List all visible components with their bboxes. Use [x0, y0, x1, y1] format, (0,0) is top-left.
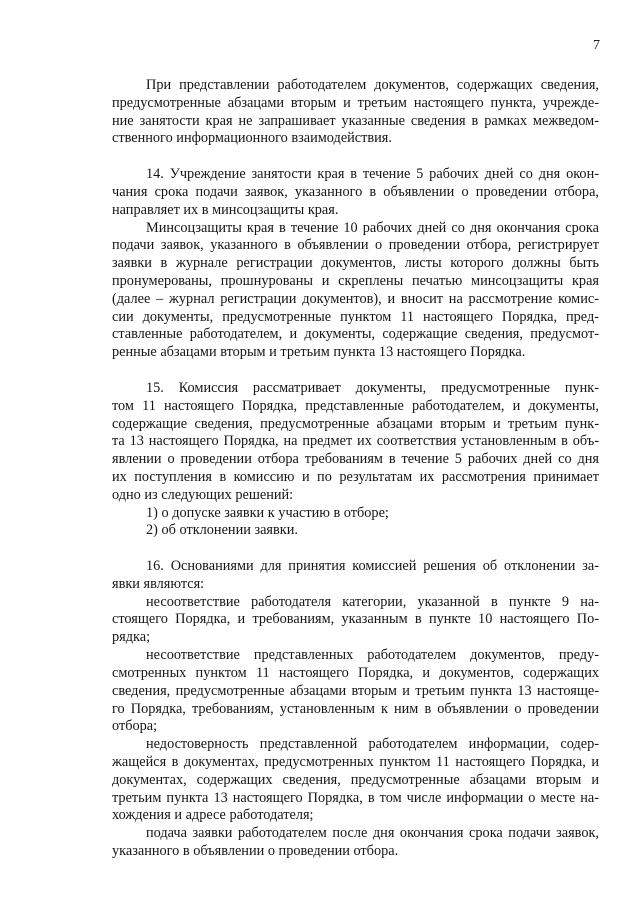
text-line: несоответствие представленных работодателем документов, преду-: [146, 647, 599, 663]
text-line: стоящего Порядка, и требованиям, указанным в пункте 10 настоящего По-: [112, 611, 599, 628]
text-line: одно из следующих решений:: [112, 486, 294, 503]
text-line: ренные абзацами вторым и третьим пункта 13 настоящего Порядка.: [112, 344, 526, 361]
text-line: При представлении работодателем документов, содержащих сведения,: [146, 77, 599, 93]
text-line: ственного информационного взаимодействия.: [112, 130, 392, 147]
text-line: сии документы, предусмотренные пунктом 11 настоящего Порядка, пред-: [112, 308, 599, 325]
text-line: документах, содержащих сведения, предусмотренные абзацами вторым и: [112, 771, 599, 788]
text-line: 14. Учреждение занятости края в течение 5 рабочих дней со дня окон-: [146, 166, 599, 183]
text-line: 1) о допуске заявки к участию в отборе;: [146, 504, 389, 521]
text-line: содержащие сведения, предусмотренные абзацами вторым и третьим пунк-: [112, 415, 599, 432]
text-line: пронумерованы, прошнурованы и скреплены печатью минсоцзащиты края: [112, 273, 599, 289]
text-line: ние занятости края не запрашивает указанные сведения в рамках межведом-: [112, 112, 599, 129]
text-line: явки являются:: [112, 575, 205, 592]
text-line: явлении о проведении отбора требованиям в течение 5 рабочих дней со дня: [112, 451, 599, 468]
text-line: та 13 настоящего Порядка, на предмет их соответствия установленным в объ-: [112, 433, 599, 450]
text-line: го Порядка, требованиям, установленным к ним в объявлении о проведении: [112, 700, 599, 717]
text-line: подачи заявок, указанного в объявлении о проведении отбора, регистрирует: [112, 237, 599, 254]
text-line: их поступления в комиссию и по результатам их рассмотрения принимает: [112, 468, 599, 485]
text-line: направляет их в минсоцзащиты края.: [112, 201, 339, 218]
text-line: третьим пункта 13 настоящего Порядка, в том числе информации о месте на-: [112, 789, 599, 806]
text-line: ставленные работодателем, и документы, содержащие сведения, предусмот-: [112, 326, 599, 343]
text-line: заявки в журнале регистрации документов, листы которого должны быть: [112, 255, 599, 272]
text-line: предусмотренные абзацами вторым и третьим настоящего пункта, учрежде-: [112, 94, 599, 111]
text-line: том 11 настоящего Порядка, представленные работодателем, и документы,: [112, 397, 599, 414]
text-line: 16. Основаниями для принятия комиссией решения об отклонении за-: [146, 558, 599, 574]
text-line: Минсоцзащиты края в течение 10 рабочих дней со дня окончания срока: [146, 219, 599, 236]
text-line: жащейся в документах, предусмотренных пунктом 11 настоящего Порядка, и: [112, 753, 599, 770]
text-line: 15. Комиссия рассматривает документы, предусмотренные пунк-: [146, 379, 599, 396]
text-line: 2) об отклонении заявки.: [146, 522, 298, 539]
text-line: подача заявки работодателем после дня окончания срока подачи заявок,: [146, 825, 599, 842]
text-line: (далее – журнал регистрации документов), и вносит на рассмотрение комис-: [112, 290, 599, 307]
page-number: 7: [593, 38, 600, 53]
text-line: указанного в объявлении о проведении отбора.: [112, 843, 399, 859]
text-line: чания срока подачи заявок, указанного в объявлении о проведении отбора,: [112, 183, 599, 200]
text-line: рядка;: [112, 629, 151, 646]
text-line: несоответствие работодателя категории, указанной в пункте 9 на-: [146, 593, 599, 610]
text-line: недостоверность представленной работодателем информации, содер-: [146, 736, 599, 753]
text-line: хождения и адресе работодателя;: [112, 807, 314, 824]
text-line: сведения, предусмотренные абзацами вторым и третьим пункта 13 настояще-: [112, 682, 599, 699]
text-line: отбора;: [112, 718, 158, 735]
text-line: смотренных пунктом 11 настоящего Порядка, и документов, содержащих: [112, 664, 599, 681]
